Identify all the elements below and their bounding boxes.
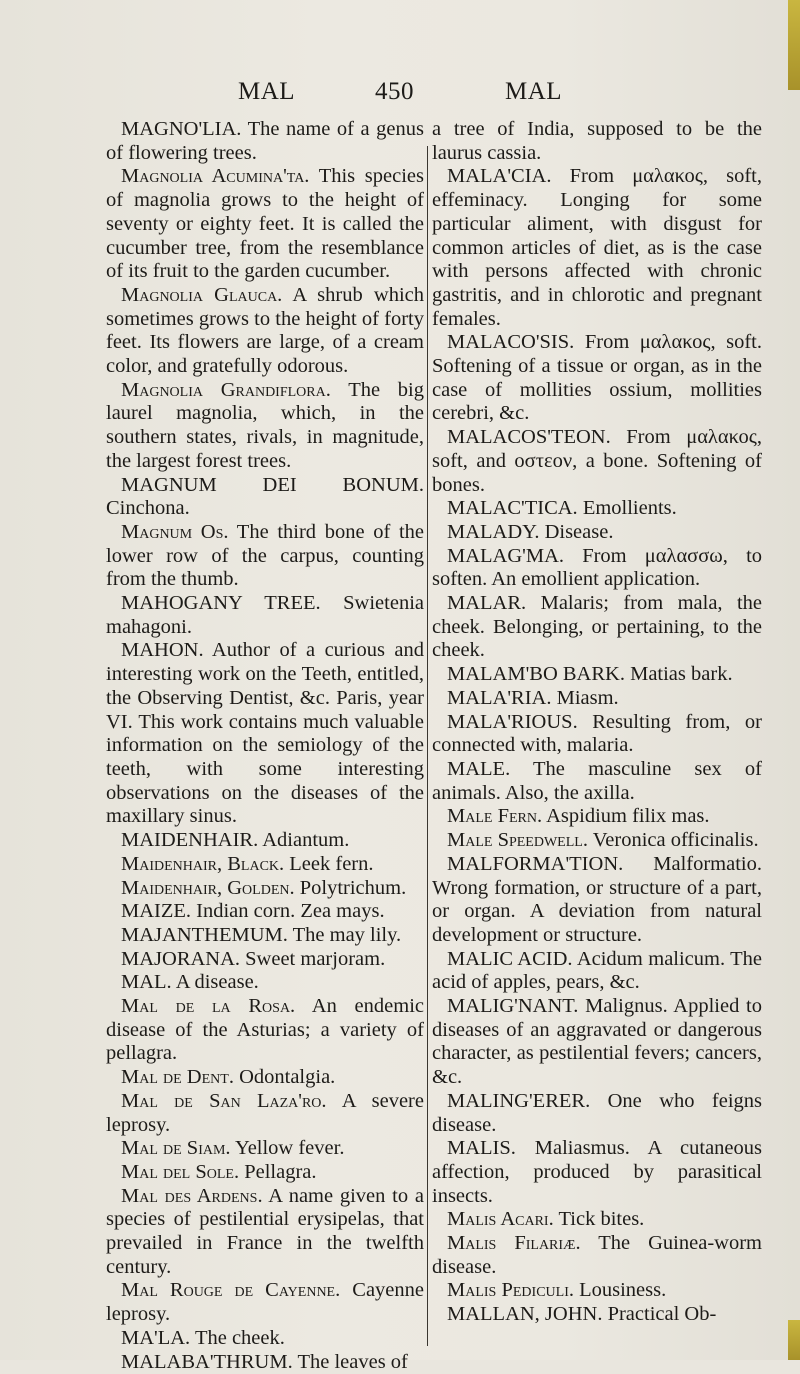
dictionary-entry	[106, 1066, 424, 1090]
entry-definition: The masculine sex of animals. Also, the axilla.	[432, 757, 762, 804]
dictionary-entry	[432, 1208, 762, 1232]
running-header	[0, 78, 800, 112]
entry-definition: One who feigns disease.	[432, 1089, 763, 1136]
right-column	[432, 118, 762, 1327]
entry-headword: Maidenhair, Black.	[121, 852, 285, 875]
entry-definition: The big laurel magnolia, which, in the southern states, rivals, in magnitude, the largest forest trees.	[106, 378, 424, 472]
dictionary-entry	[432, 758, 762, 805]
dictionary-entry	[106, 877, 424, 901]
entry-headword: MAJANTHEMUM.	[121, 923, 288, 946]
entry-headword: Mal de la Rosa.	[121, 995, 296, 1018]
dictionary-entry	[432, 118, 762, 165]
entry-headword: MALIC ACID.	[447, 947, 573, 970]
entry-headword: Maidenhair, Golden.	[121, 876, 295, 899]
entry-definition: Swietenia mahagoni.	[106, 592, 424, 638]
dictionary-entry	[106, 639, 424, 829]
dictionary-entry	[106, 474, 424, 521]
header-right-guide-word: MAL	[505, 78, 563, 105]
dictionary-entry	[432, 165, 762, 331]
entry-definition: From μαλακος, soft, effeminacy. Longing for some particular aliment, with disgust for common articles of diet, as is the case with persons affected with chronic gastritis, and in chlorotic and pregnant females.	[432, 165, 762, 330]
entry-definition: From μαλασσω, to soften. An emollient application.	[432, 544, 763, 591]
entry-headword: Malis Acari.	[447, 1208, 554, 1231]
dictionary-entry	[106, 948, 424, 972]
dictionary-entry	[106, 1137, 424, 1161]
dictionary-entry	[432, 853, 762, 948]
entry-headword: MALA'CIA.	[447, 165, 552, 188]
dictionary-entry	[432, 711, 762, 758]
entry-definition: Disease.	[544, 520, 614, 543]
dictionary-entry	[106, 900, 424, 924]
gilt-page-edge-bottom	[788, 1320, 800, 1360]
entry-headword: Mal de San Laza'ro.	[121, 1089, 327, 1112]
entry-definition: The leaves of	[297, 1350, 408, 1373]
dictionary-entry	[106, 853, 424, 877]
dictionary-entry	[106, 1279, 424, 1326]
entry-headword: Malis Pediculi.	[447, 1279, 574, 1302]
column-divider	[427, 146, 428, 1346]
entry-headword: Mal des Ardens.	[121, 1184, 263, 1207]
dictionary-entry	[106, 165, 424, 284]
entry-definition: Acidum malicum. The acid of apples, pears, &c.	[432, 947, 762, 994]
entry-headword: MALADY.	[447, 520, 540, 543]
dictionary-entry	[106, 284, 424, 379]
dictionary-entry	[106, 1351, 424, 1374]
entry-headword: Mal de Dent.	[121, 1066, 234, 1089]
entry-definition: Yellow fever.	[234, 1137, 345, 1160]
entry-definition: Maliasmus. A cutaneous affection, produced by parasitical insects.	[432, 1137, 763, 1207]
entry-definition: Practical Ob-	[607, 1303, 717, 1326]
entry-headword: MALLAN, JOHN.	[447, 1303, 603, 1326]
entry-definition: The cheek.	[194, 1326, 285, 1349]
dictionary-entry	[106, 1185, 424, 1280]
entry-definition: A disease.	[175, 971, 259, 994]
entry-headword: Male Fern.	[447, 805, 543, 828]
entry-definition: Cinchona.	[106, 497, 190, 520]
entry-headword: Magnolia Glauca.	[121, 283, 283, 306]
dictionary-entry	[106, 379, 424, 474]
entry-headword: MAJORANA.	[121, 947, 241, 970]
left-column	[106, 118, 424, 1374]
entry-headword: Malis Filariæ.	[447, 1232, 581, 1255]
gilt-page-edge-top	[788, 0, 800, 90]
entry-headword: MA'LA.	[121, 1326, 191, 1349]
entry-definition: The third bone of the lower row of the carpus, counting from the thumb.	[106, 520, 424, 591]
dictionary-entry	[106, 1090, 424, 1137]
entry-definition: From μαλακος, soft. Softening of a tissue or organ, as in the case of mollities ossium, mollities cerebri, &c.	[432, 331, 762, 425]
entry-headword: MALABA'THRUM.	[121, 1350, 293, 1373]
dictionary-entry	[432, 331, 762, 426]
dictionary-entry	[432, 1232, 762, 1279]
dictionary-entry	[432, 1303, 762, 1327]
entry-headword: MAIDENHAIR.	[121, 829, 259, 852]
entry-definition: Pellagra.	[244, 1160, 317, 1183]
entry-definition: Resulting from, or connected with, malaria.	[432, 710, 763, 757]
entry-definition: Malaris; from mala, the cheek. Belonging, or pertaining, to the cheek.	[432, 592, 762, 662]
entry-headword: MAIZE.	[121, 900, 192, 923]
entry-definition: Author of a curious and interesting work on the Teeth, entitled, the Observing Dentist, &c. Paris, year VI. This work contains much valuable information on the semiology of the teeth, with some interesting observations on the diseases of the maxillary sinus.	[106, 639, 424, 828]
entry-definition: a tree of India, supposed to be the laurus cassia.	[432, 118, 762, 164]
entry-headword: MALING'ERER.	[447, 1089, 591, 1112]
dictionary-entry	[432, 426, 762, 497]
entry-headword: MALIS.	[447, 1137, 516, 1160]
dictionary-entry	[106, 118, 424, 165]
entry-definition: Aspidium filix mas.	[546, 805, 710, 828]
entry-definition: The may lily.	[292, 923, 402, 946]
dictionary-entry	[106, 1327, 424, 1351]
entry-headword: Mal de Siam.	[121, 1137, 231, 1160]
dictionary-entry	[432, 805, 762, 829]
entry-headword: MALE.	[447, 757, 511, 780]
dictionary-entry	[432, 592, 762, 663]
entry-headword: MAGNUM DEI BONUM.	[121, 473, 424, 496]
entry-headword: Magnolia Grandiflora.	[121, 378, 331, 401]
entry-headword: MAL.	[121, 971, 172, 994]
entry-definition: Cayenne leprosy.	[106, 1279, 425, 1326]
dictionary-entry	[432, 995, 762, 1090]
entry-definition: Indian corn. Zea mays.	[196, 900, 385, 923]
entry-headword: MALACO'SIS.	[447, 331, 575, 354]
entry-headword: MAHOGANY TREE.	[121, 592, 321, 615]
dictionary-entry	[432, 545, 762, 592]
entry-headword: Mal del Sole.	[121, 1160, 240, 1183]
dictionary-entry	[432, 948, 762, 995]
page-number: 450	[375, 78, 414, 105]
dictionary-entry	[432, 687, 762, 711]
entry-definition: Miasm.	[556, 686, 619, 709]
header-left-guide-word: MAL	[238, 78, 296, 105]
entry-definition: A name given to a species of pestilential erysipelas, that prevailed in France in the twelfth century.	[106, 1184, 425, 1278]
dictionary-entry	[106, 995, 424, 1066]
dictionary-entry	[432, 521, 762, 545]
entry-definition: Leek fern.	[289, 852, 374, 875]
dictionary-entry	[106, 1161, 424, 1185]
dictionary-entry	[106, 592, 424, 639]
entry-headword: MALAG'MA.	[447, 544, 565, 567]
entry-headword: MAHON.	[121, 639, 204, 662]
entry-headword: MALAM'BO BARK.	[447, 663, 625, 686]
entry-definition: Matias bark.	[630, 663, 733, 686]
entry-headword: MALA'RIA.	[447, 686, 552, 709]
entry-definition: Tick bites.	[558, 1208, 645, 1231]
entry-definition: A severe leprosy.	[106, 1089, 424, 1136]
entry-definition: Lousiness.	[579, 1279, 667, 1302]
entry-definition: The name of a genus of flowering trees.	[106, 118, 424, 164]
entry-definition: Veronica officinalis.	[592, 829, 759, 852]
dictionary-entry	[432, 1279, 762, 1303]
dictionary-entry	[432, 497, 762, 521]
entry-definition: Odontalgia.	[239, 1066, 336, 1089]
entry-definition: From μαλακος, soft, and οστεον, a bone. Softening of bones.	[432, 426, 762, 496]
entry-headword: Mal Rouge de Cayenne.	[121, 1279, 341, 1302]
entry-definition: Malformatio. Wrong formation, or structure of a part, or organ. A deviation from natural development or structure.	[432, 852, 762, 946]
entry-headword: MALFORMA'TION.	[447, 852, 624, 875]
entry-headword: MALAC'TICA.	[447, 497, 578, 520]
entry-definition: Sweet marjoram.	[245, 947, 386, 970]
dictionary-entry	[432, 1137, 762, 1208]
dictionary-entry	[432, 663, 762, 687]
entry-headword: MALACOS'TEON.	[447, 426, 611, 449]
dictionary-entry	[106, 829, 424, 853]
entry-headword: MALAR.	[447, 592, 527, 615]
entry-definition: Emollients.	[582, 497, 677, 520]
entry-definition: A shrub which sometimes grows to the height of forty feet. Its flowers are large, of a cream color, and gratefully odorous.	[106, 283, 424, 378]
entry-definition: Adiantum.	[262, 829, 350, 852]
dictionary-entry	[106, 924, 424, 948]
dictionary-entry	[106, 971, 424, 995]
entry-headword: MALA'RIOUS.	[447, 710, 578, 733]
dictionary-entry	[432, 1090, 762, 1137]
entry-headword: MALIG'NANT.	[447, 995, 579, 1018]
entry-headword: MAGNO'LIA.	[121, 118, 242, 140]
entry-headword: Magnolia Acumina'ta.	[121, 165, 310, 188]
entry-headword: Male Speedwell.	[447, 829, 588, 852]
entry-definition: This species of magnolia grows to the height of seventy or eighty feet. It is called the cucumber tree, from the resemblance of its fruit to the garden cucumber.	[106, 165, 424, 283]
entry-headword: Magnum Os.	[121, 520, 229, 543]
entry-definition: Polytrichum.	[299, 876, 407, 899]
entry-definition: An endemic disease of the Asturias; a variety of pellagra.	[106, 995, 424, 1065]
entry-definition: Malignus. Applied to diseases of an aggravated or dangerous character, as pestilential fevers; cancers, &c.	[432, 995, 762, 1089]
dictionary-entry	[106, 521, 424, 592]
dictionary-entry	[432, 829, 762, 853]
entry-definition: The Guinea-worm disease.	[432, 1232, 762, 1278]
